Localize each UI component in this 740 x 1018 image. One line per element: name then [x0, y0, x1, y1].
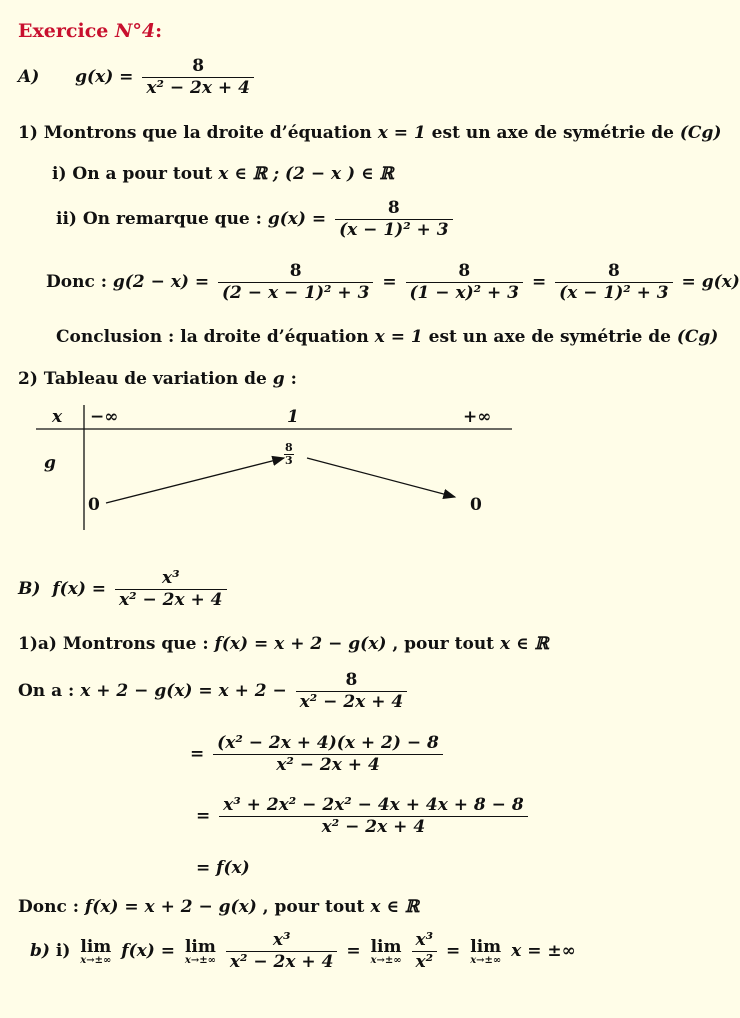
fraction-g: $\frac{8}{\text{x² − 2x + 4}}$	[142, 56, 254, 99]
question-2: 2) Tableau de variation de g :	[18, 369, 297, 389]
conclusion: Conclusion : la droite d’équation x = 1 est un axe de symétrie de (Cg)	[56, 327, 719, 347]
symmetry-computation: Donc : g(2 − x) = $\frac{8}{\text{(2 − x − 1)² + 3}}$ = $\frac{8}{\text{(1 − x)² + 3}}$ = $\frac{8}{\text{(x − 1)² + 3}}$ = g(x)	[46, 261, 740, 303]
limits-line: b) i) lim x→±∞ f(x) = lim x→±∞ $\frac{\text{x³}}{\text{x² − 2x + 4}}$ = lim x→±∞ $\frac{\text{x³}}{\text{x²}}$ = lim x→±∞ x = ±∞	[30, 930, 576, 972]
fraction-step-3: $\frac{8}{\text{(x − 1)² + 3}}$	[555, 261, 673, 304]
table-x-minus-infinity: −∞	[90, 407, 119, 427]
step-i: i) On a pour tout x ∈ ℝ ; (2 − x ) ∈ ℝ	[52, 164, 394, 184]
table-row-label-g: g	[44, 453, 56, 473]
computation-step-2: = $\frac{\text{(x² − 2x + 4)(x + 2) − 8}}{\text{x² − 2x + 4}}$	[190, 733, 446, 776]
table-left-limit: 0	[88, 495, 100, 515]
fraction-ona: $\frac{8}{\text{x² − 2x + 4}}$	[296, 670, 408, 713]
exercise-title: Exercice N°4:	[18, 20, 163, 42]
limit-operator: lim x→±∞	[80, 936, 112, 966]
limit-operator: lim x→±∞	[470, 936, 502, 966]
fraction-step2: $\frac{\text{(x² − 2x + 4)(x + 2) − 8}}{\text{x² − 2x + 4}}$	[213, 733, 443, 776]
table-x-one: 1	[287, 407, 299, 427]
table-x-plus-infinity: +∞	[463, 407, 492, 427]
limit-operator: lim x→±∞	[184, 936, 216, 966]
table-x-label: x	[52, 407, 63, 427]
question-1a: 1)a) Montrons que : f(x) = x + 2 − g(x) , pour tout x ∈ ℝ	[18, 634, 549, 654]
fraction-step-1: $\frac{8}{\text{(2 − x − 1)² + 3}}$	[218, 261, 373, 304]
increasing-arrow	[106, 458, 284, 503]
limit-fraction-1: $\frac{\text{x³}}{\text{x² − 2x + 4}}$	[226, 930, 338, 973]
computation-step-1: On a : x + 2 − g(x) = x + 2 − $\frac{8}{\text{x² − 2x + 4}}$	[18, 670, 410, 713]
table-right-limit: 0	[470, 495, 482, 515]
fraction-step3: $\frac{\text{x³ + 2x² − 2x² − 4x + 4x + 8 − 8}}{\text{x² − 2x + 4}}$	[219, 795, 527, 838]
limit-operator: lim x→±∞	[370, 936, 402, 966]
computation-step-3: = $\frac{\text{x³ + 2x² − 2x² − 4x + 4x + 8 − 8}}{\text{x² − 2x + 4}}$	[196, 795, 531, 838]
step-ii: ii) On remarque que : g(x) = $\frac{8}{\text{(x − 1)² + 3}}$	[56, 198, 456, 241]
definition-f: B) f(x) = $\frac{\text{x³}}{\text{x² − 2x + 4}}$	[18, 568, 230, 611]
question-1: 1) Montrons que la droite d’équation x = 1 est un axe de symétrie de (Cg)	[18, 123, 722, 143]
decreasing-arrow	[307, 458, 455, 497]
conclusion-1a: Donc : f(x) = x + 2 − g(x) , pour tout x ∈ ℝ	[18, 897, 419, 917]
table-max-value: $\frac{8}{3}$	[285, 441, 293, 467]
fraction-g-canonical: $\frac{8}{\text{(x − 1)² + 3}}$	[335, 198, 453, 241]
fraction-f: $\frac{\text{x³}}{\text{x² − 2x + 4}}$	[115, 568, 227, 611]
computation-step-4: = f(x)	[196, 858, 250, 878]
fraction-step-2: $\frac{8}{\text{(1 − x)² + 3}}$	[406, 261, 524, 304]
limit-fraction-2: $\frac{\text{x³}}{\text{x²}}$	[412, 930, 438, 973]
definition-g: A) g(x) = $\frac{8}{\text{x² − 2x + 4}}$	[18, 56, 257, 99]
